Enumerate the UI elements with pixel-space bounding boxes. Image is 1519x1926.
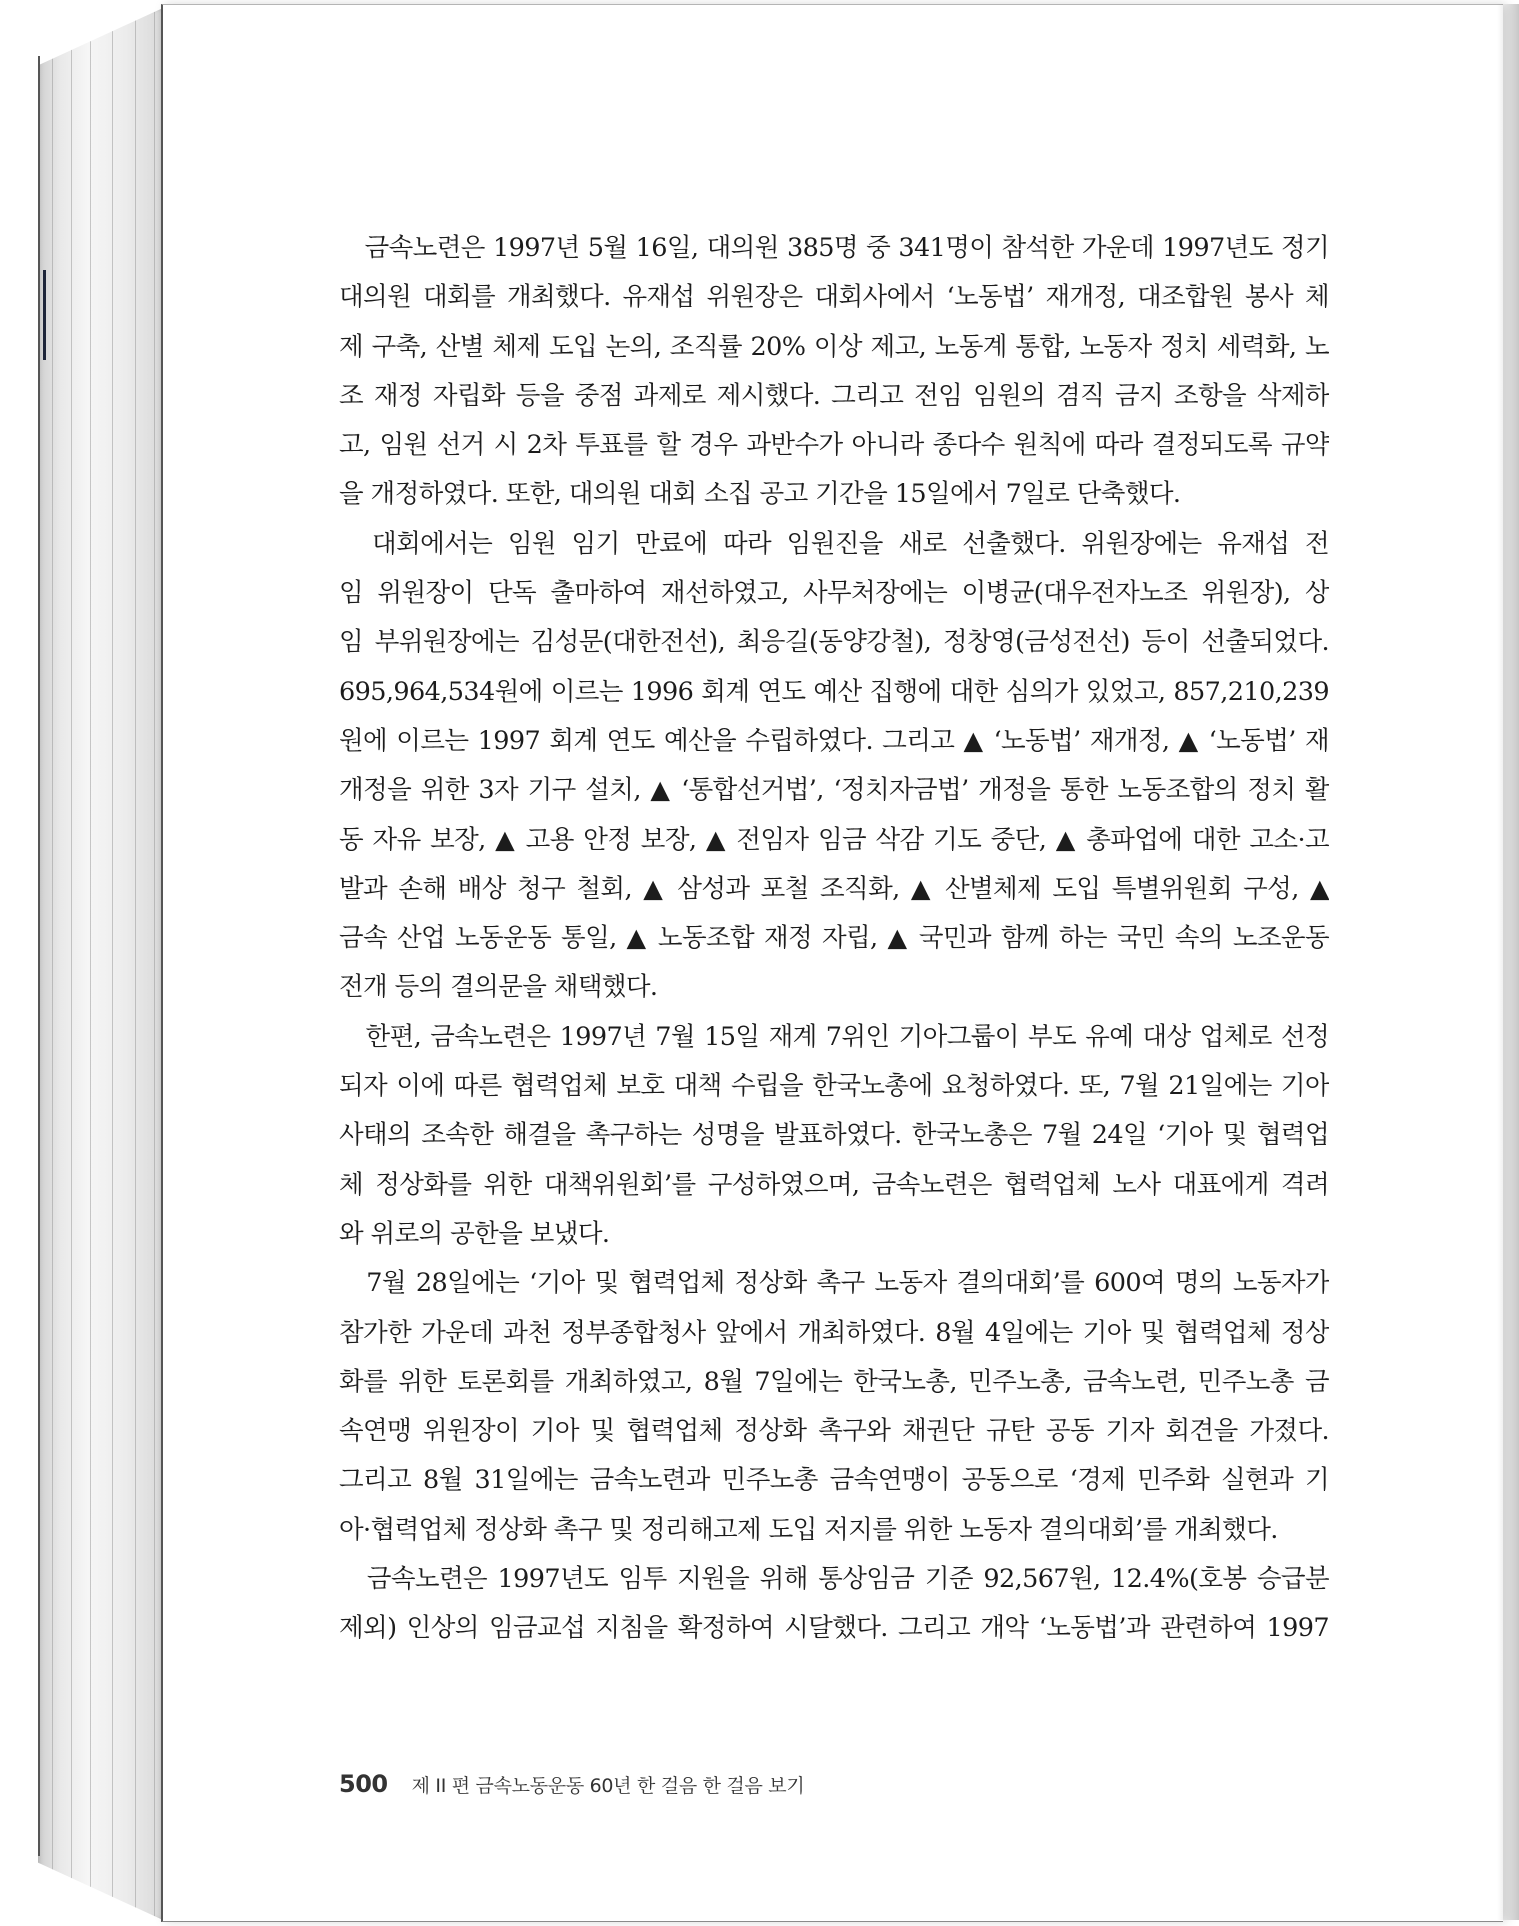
page-gutter-shadow: [1497, 4, 1519, 1920]
text-line: 동 자유 보장, ▲ 고용 안정 보장, ▲ 전임자 임금 삭감 기도 중단, ▲ 총파업에 대한 고소·고: [339, 824, 1329, 855]
text-line: 금속노련은 1997년도 임투 지원을 위해 통상임금 기준 92,567원, 12.4%(호봉 승급분: [339, 1564, 1329, 1595]
text-line: 695,964,534원에 이르는 1996 회계 연도 예산 집행에 대한 심의가 있었고, 857,210,239: [339, 676, 1329, 707]
page-edge-line: [71, 8, 72, 1920]
page-edge-line: [112, 8, 113, 1920]
text-line: 제외) 인상의 임금교섭 지침을 확정하여 시달했다. 그리고 개악 ‘노동법’과 관련하여 1997: [339, 1613, 1329, 1644]
running-head: 제 II 편 금속노동운동 60년 한 걸음 한 걸음 보기: [411, 1775, 805, 1797]
text-line: 임 부위원장에는 김성문(대한전선), 최응길(동양강철), 정창영(금성전선) 등이 선출되었다.: [339, 627, 1329, 658]
page-number: 500: [339, 1770, 388, 1798]
text-line: 참가한 가운데 과천 정부종합청사 앞에서 개최하였다. 8월 4일에는 기아 및 협력업체 정상: [339, 1317, 1329, 1348]
text-line: 화를 위한 토론회를 개최하였고, 8월 7일에는 한국노총, 민주노총, 금속노련, 민주노총 금: [339, 1366, 1329, 1397]
text-line: 대의원 대회를 개최했다. 유재섭 위원장은 대회사에서 ‘노동법’ 재개정, 대조합원 봉사 체: [339, 282, 1329, 313]
text-line: 원에 이르는 1997 회계 연도 예산을 수립하였다. 그리고 ▲ ‘노동법’ 재개정, ▲ ‘노동법’ 재: [339, 725, 1329, 756]
page-edge-line: [52, 8, 53, 1920]
text-line: 임 위원장이 단독 출마하여 재선하였고, 사무처장에는 이병균(대우전자노조 위원장), 상: [339, 578, 1329, 609]
book-spine-edge: [38, 56, 40, 1856]
text-line: 조 재정 자립화 등을 중점 과제로 제시했다. 그리고 전임 임원의 겸직 금지 조항을 삭제하: [339, 380, 1329, 411]
text-line: 아·협력업체 정상화 촉구 및 정리해고제 도입 저지를 위한 노동자 결의대회’를 개최했다.: [339, 1514, 1278, 1545]
page-footer: [339, 1770, 804, 1800]
text-line: 금속노련은 1997년 5월 16일, 대의원 385명 중 341명이 참석한 가운데 1997년도 정기: [339, 233, 1329, 263]
text-line: 그리고 8월 31일에는 금속노련과 민주노총 금속연맹이 공동으로 ‘경제 민주화 실현과 기: [339, 1465, 1329, 1496]
text-line: 을 개정하였다. 또한, 대의원 대회 소집 공고 기간을 15일에서 7일로 단축했다.: [339, 479, 1181, 510]
text-line: 발과 손해 배상 청구 철회, ▲ 삼성과 포철 조직화, ▲ 산별체제 도입 특별위원회 구성, ▲: [339, 873, 1329, 904]
text-line: 되자 이에 따른 협력업체 보호 대책 수립을 한국노총에 요청하였다. 또, 7월 21일에는 기아: [339, 1071, 1329, 1102]
text-line: 대회에서는 임원 임기 만료에 따라 임원진을 새로 선출했다. 위원장에는 유재섭 전: [339, 528, 1329, 559]
text-line: 한편, 금속노련은 1997년 7월 15일 재계 7위인 기아그룹이 부도 유예 대상 업체로 선정: [339, 1021, 1329, 1052]
body-text: [339, 224, 1329, 1654]
text-line: 속연맹 위원장이 기아 및 협력업체 정상화 촉구와 채권단 규탄 공동 기자 회견을 가졌다.: [339, 1416, 1329, 1447]
text-line: 사태의 조속한 해결을 촉구하는 성명을 발표하였다. 한국노총은 7월 24일 ‘기아 및 협력업: [339, 1120, 1329, 1151]
text-line: 와 위로의 공한을 보냈다.: [339, 1218, 610, 1249]
text-line: 체 정상화를 위한 대책위원회’를 구성하였으며, 금속노련은 협력업체 노사 대표에게 격려: [339, 1169, 1329, 1200]
page-edge-line: [135, 8, 136, 1920]
text-line: 제 구축, 산별 체제 도입 논의, 조직률 20% 이상 제고, 노동계 통합, 노동자 정치 세력화, 노: [339, 331, 1329, 362]
page-stack: [38, 8, 163, 1920]
text-line: 금속 산업 노동운동 통일, ▲ 노동조합 재정 자립, ▲ 국민과 함께 하는 국민 속의 노조운동: [339, 923, 1329, 954]
text-line: 개정을 위한 3자 기구 설치, ▲ ‘통합선거법’, ‘정치자금법’ 개정을 통한 노동조합의 정치 활: [339, 775, 1329, 806]
text-line: 전개 등의 결의문을 채택했다.: [339, 972, 658, 1003]
page-edge-line: [154, 8, 155, 1920]
text-line: 고, 임원 선거 시 2차 투표를 할 경우 과반수가 아니라 종다수 원칙에 따라 결정되도록 규약: [339, 430, 1329, 461]
page-edge-line: [90, 8, 91, 1920]
bookmark-ribbon: [43, 270, 46, 360]
text-line: 7월 28일에는 ‘기아 및 협력업체 정상화 촉구 노동자 결의대회’를 600여 명의 노동자가: [339, 1268, 1329, 1299]
